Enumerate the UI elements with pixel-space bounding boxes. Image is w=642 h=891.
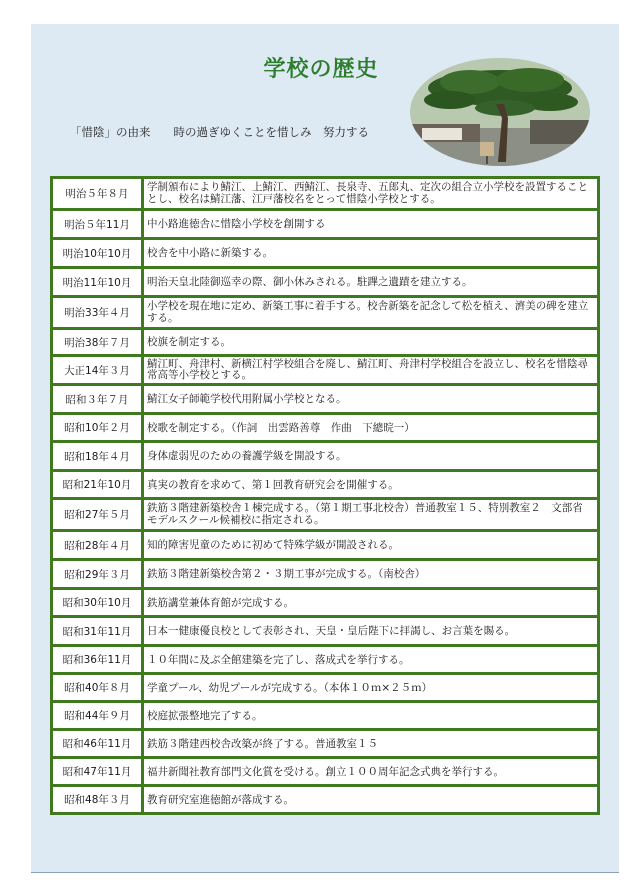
history-table <box>50 176 600 815</box>
history-era-cell: 昭和48年３月 <box>52 786 143 814</box>
history-row <box>52 385 599 414</box>
history-row <box>52 702 599 730</box>
history-event-cell: 鯖江女子師範学校代用附属小学校となる。 <box>143 385 599 414</box>
history-event-cell: 校庭拡張整地完了する。 <box>143 702 599 730</box>
history-event-cell: 身体虚弱児のための養護学級を開設する。 <box>143 442 599 471</box>
history-row <box>52 239 599 268</box>
history-event-cell: 日本一健康優良校として表彰され、天皇・皇后陛下に拝謁し、お言葉を賜る。 <box>143 617 599 646</box>
history-event-cell: 学童プール、幼児プールが完成する。（本体１０ｍ×２５ｍ） <box>143 674 599 702</box>
history-era-cell: 昭和27年５月 <box>52 499 143 531</box>
history-era-cell: 昭和29年３月 <box>52 560 143 589</box>
history-event-cell: 鉄筋３階建新築校舎第２・３期工事が完成する。（南校舎） <box>143 560 599 589</box>
history-era-cell: 昭和44年９月 <box>52 702 143 730</box>
history-row <box>52 471 599 499</box>
history-era-cell: 明治５年８月 <box>52 178 143 210</box>
history-era-cell: 明治５年11月 <box>52 210 143 239</box>
history-era-cell: 昭和47年11月 <box>52 758 143 786</box>
school-pine-tree-photo <box>410 58 590 166</box>
bottom-divider <box>31 872 619 873</box>
history-event-cell: 校舎を中小路に新築する。 <box>143 239 599 268</box>
history-event-cell: 真実の教育を求めて、第１回教育研究会を開催する。 <box>143 471 599 499</box>
history-row <box>52 268 599 297</box>
history-row <box>52 329 599 356</box>
history-era-cell: 昭和46年11月 <box>52 730 143 758</box>
history-era-cell: 昭和30年10月 <box>52 589 143 617</box>
history-event-cell: 知的障害児童のために初めて特殊学級が開設される。 <box>143 531 599 560</box>
history-era-cell: 明治33年４月 <box>52 297 143 329</box>
history-event-cell: １０年間に及ぶ全館建築を完了し、落成式を挙行する。 <box>143 646 599 674</box>
history-era-cell: 昭和28年４月 <box>52 531 143 560</box>
history-era-cell: 明治11年10月 <box>52 268 143 297</box>
history-row <box>52 730 599 758</box>
history-event-cell: 福井新聞社教育部門文化賞を受ける。創立１００周年記念式典を挙行する。 <box>143 758 599 786</box>
history-row <box>52 356 599 385</box>
history-row <box>52 210 599 239</box>
origin-note: 「惜陰」の由来 時の過ぎゆくことを惜しみ 努力する <box>70 125 369 139</box>
history-era-cell: 昭和３年７月 <box>52 385 143 414</box>
history-event-cell: 中小路進徳舎に惜陰小学校を創開する <box>143 210 599 239</box>
history-row <box>52 617 599 646</box>
history-row <box>52 758 599 786</box>
history-era-cell: 昭和10年２月 <box>52 414 143 442</box>
history-era-cell: 明治38年７月 <box>52 329 143 356</box>
history-row <box>52 646 599 674</box>
history-row <box>52 589 599 617</box>
history-event-cell: 校旗を制定する。 <box>143 329 599 356</box>
history-era-cell: 大正14年３月 <box>52 356 143 385</box>
history-event-cell: 鉄筋３階建新築校舎１棟完成する。（第１期工事北校舎）普通教室１５、特別教室２ 文部省モデルスクール候補校に指定される。 <box>143 499 599 531</box>
history-event-cell: 校歌を制定する。（作詞 出雲路善尊 作曲 下總晥一） <box>143 414 599 442</box>
history-row <box>52 414 599 442</box>
history-era-cell: 昭和36年11月 <box>52 646 143 674</box>
page-title: 学校の歴史 <box>263 57 379 82</box>
history-row <box>52 560 599 589</box>
history-era-cell: 昭和21年10月 <box>52 471 143 499</box>
history-era-cell: 昭和40年８月 <box>52 674 143 702</box>
history-era-cell: 昭和18年４月 <box>52 442 143 471</box>
pine-tree-photo-image <box>410 58 590 166</box>
history-row <box>52 442 599 471</box>
history-row <box>52 499 599 531</box>
history-row <box>52 178 599 210</box>
history-event-cell: 明治天皇北陸御巡幸の際、御小休みされる。駐蹕之遺蹟を建立する。 <box>143 268 599 297</box>
history-row <box>52 297 599 329</box>
history-event-cell: 鉄筋講堂兼体育館が完成する。 <box>143 589 599 617</box>
history-era-cell: 昭和31年11月 <box>52 617 143 646</box>
history-row <box>52 531 599 560</box>
history-event-cell: 鯖江町、舟津村、新横江村学校組合を廃し、鯖江町、舟津村学校組合を設立し、校名を惜陰尋常高等小学校とする。 <box>143 356 599 385</box>
history-row <box>52 674 599 702</box>
history-era-cell: 明治10年10月 <box>52 239 143 268</box>
history-table-body <box>52 178 599 814</box>
history-event-cell: 小学校を現在地に定め、新築工事に着手する。校舎新築を記念して松を植え、濟美の碑を建立する。 <box>143 297 599 329</box>
history-event-cell: 鉄筋３階建西校舎改築が終了する。普通教室１５ <box>143 730 599 758</box>
history-event-cell: 教育研究室進徳館が落成する。 <box>143 786 599 814</box>
history-row <box>52 786 599 814</box>
history-event-cell: 学制頒布により鯖江、上鯖江、西鯖江、長泉寺、五郎丸、定次の組合立小学校を設置することとし、校名は鯖江藩、江戸藩校名をとって惜陰小学校とする。 <box>143 178 599 210</box>
